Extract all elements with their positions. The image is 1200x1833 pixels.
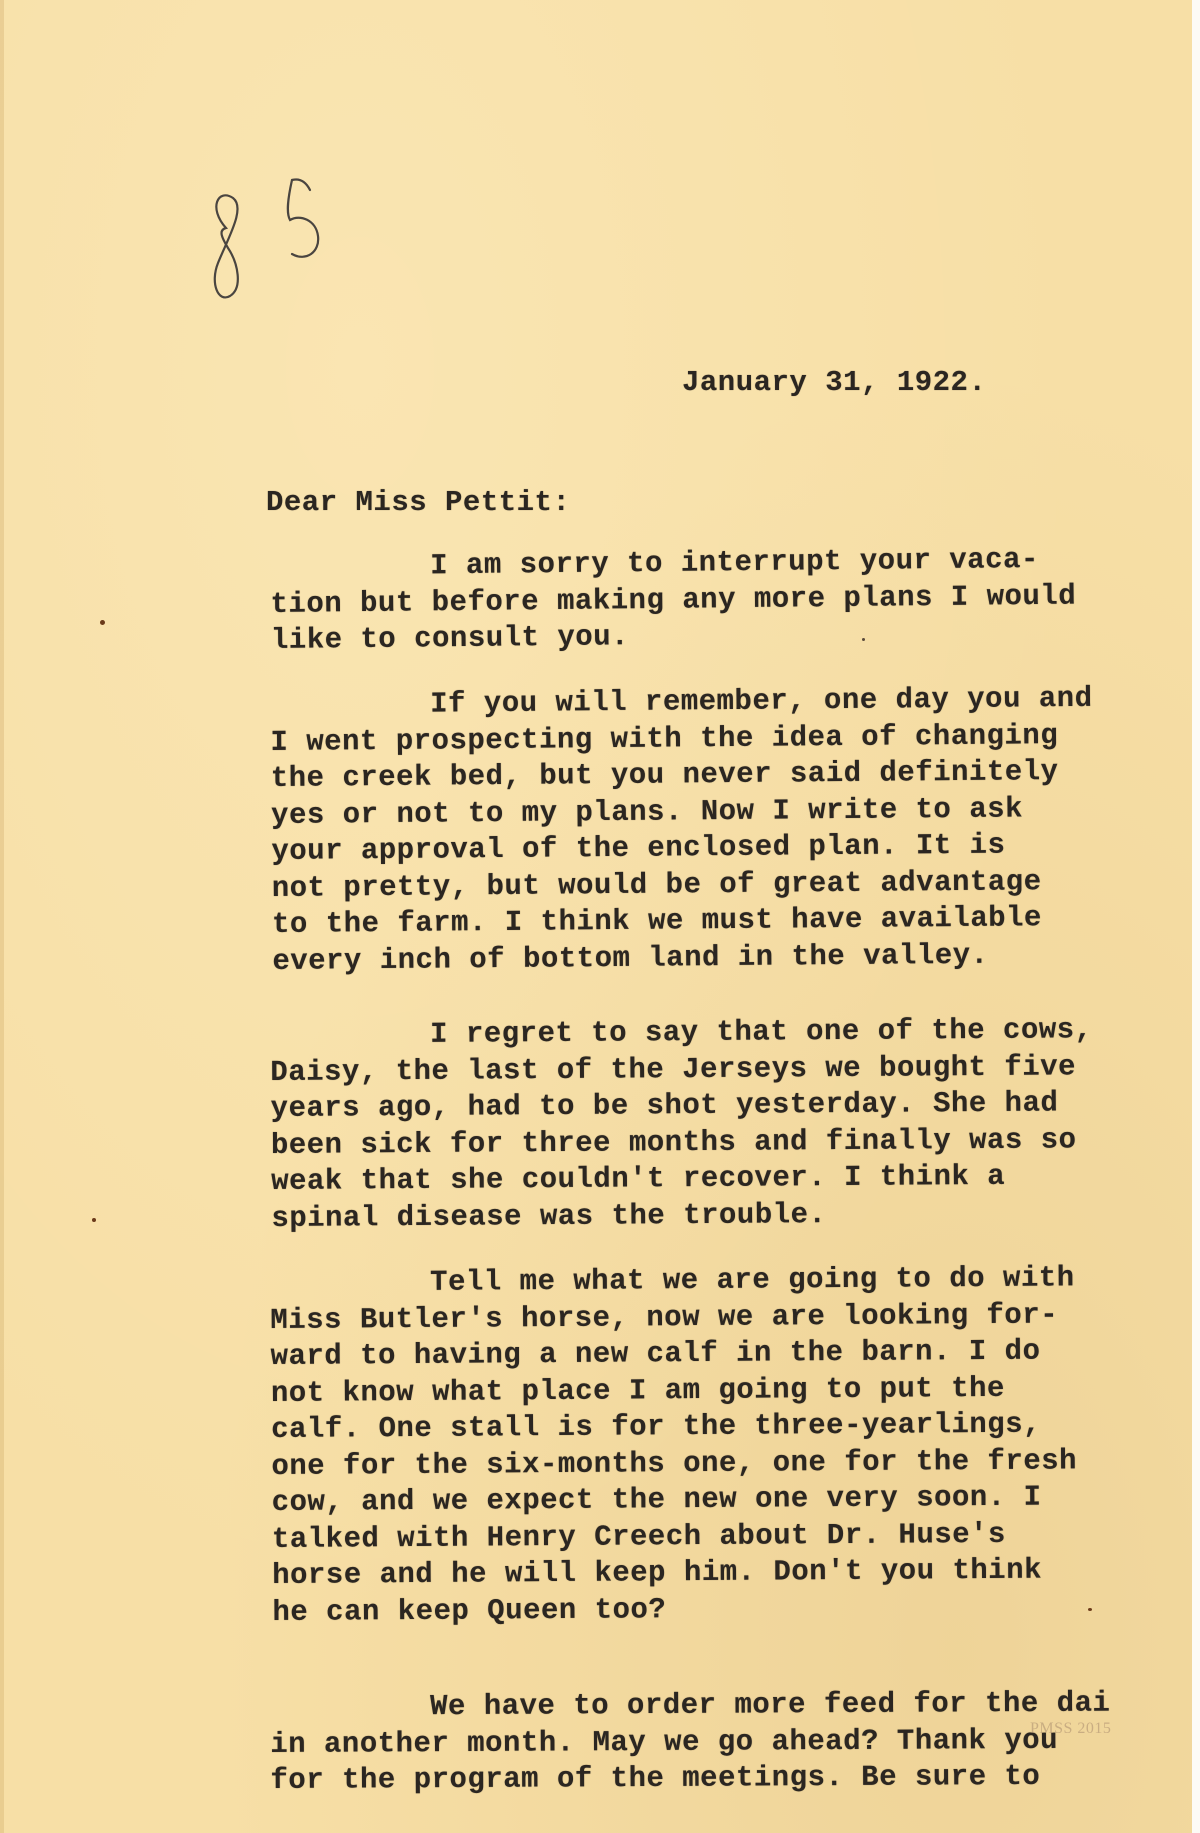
paragraph-line: your approval of the enclosed plan. It is xyxy=(271,828,1006,868)
paragraph-line: talked with Henry Creech about Dr. Huse's xyxy=(271,1517,1007,1556)
paragraph-line: to the farm. I think we must have available xyxy=(271,901,1043,941)
paragraph-line: cow, and we expect the new one very soon. I xyxy=(271,1480,1042,1519)
paragraph-line: Tell me what we are going to do with xyxy=(430,1261,1075,1299)
paragraph-line: I went prospecting with the idea of changing xyxy=(270,718,1059,759)
paragraph-line: We have to order more feed for the dai xyxy=(430,1686,1111,1724)
paragraph-line: been sick for three months and finally was so xyxy=(270,1122,1077,1162)
paragraph-line: weak that she couldn't recover. I think a xyxy=(271,1159,1006,1198)
paragraph-line: If you will remember, one day you and xyxy=(430,681,1093,721)
paragraph-line: one for the six-months one, one for the fresh xyxy=(271,1443,1078,1483)
letter-salutation: Dear Miss Pettit: xyxy=(266,486,571,519)
paper-speck xyxy=(862,638,865,641)
paragraph-line: spinal disease was the trouble. xyxy=(271,1197,827,1235)
archive-watermark: PMSS 2015 xyxy=(1030,1720,1112,1737)
paragraph-line: horse and he will keep him. Don't you think xyxy=(272,1553,1043,1592)
paragraph-line: Miss Butler's horse, now we are looking for- xyxy=(270,1297,1059,1337)
paper-edge-right xyxy=(1192,0,1200,1833)
paragraph-line: like to consult you. xyxy=(270,620,630,657)
paragraph-line: ward to having a new calf in the barn. I do xyxy=(270,1334,1041,1373)
paragraph-line: every inch of bottom land in the valley. xyxy=(272,938,989,978)
paragraph-line: not pretty, but would be of great advantage xyxy=(271,864,1042,905)
paper-speck xyxy=(1088,1608,1092,1611)
paper-speck xyxy=(100,620,105,625)
paragraph-3 xyxy=(270,1012,1192,1237)
paragraph-line: years ago, had to be shot yesterday. She had xyxy=(270,1086,1059,1125)
paragraph-line: for the program of the meetings. Be sure to xyxy=(270,1759,1041,1797)
paragraph-line: calf. One stall is for the three-yearlings, xyxy=(271,1407,1042,1446)
paragraph-line: tion but before making any more plans I would xyxy=(270,579,1077,621)
paragraph-line: Daisy, the last of the Jerseys we bought five xyxy=(270,1049,1077,1089)
paragraph-line: he can keep Queen too? xyxy=(272,1592,667,1629)
paragraph-1 xyxy=(270,540,1191,659)
paper-edge-left xyxy=(0,0,4,1833)
paragraph-line: I regret to say that one of the cows, xyxy=(430,1013,1093,1051)
handwritten-number-85 xyxy=(188,168,348,318)
paragraph-4 xyxy=(270,1260,1193,1631)
paragraph-2 xyxy=(270,680,1193,980)
letter-date: January 31, 1922. xyxy=(682,366,987,399)
paper-speck xyxy=(92,1218,96,1222)
paragraph-line: the creek bed, but you never said definitely xyxy=(270,755,1059,795)
paragraph-line: not know what place I am going to put the xyxy=(270,1371,1006,1410)
paragraph-line: yes or not to my plans. Now I write to ask xyxy=(270,791,1024,832)
paragraph-5 xyxy=(270,1685,1191,1799)
paragraph-line: in another month. May we go ahead? Thank you xyxy=(270,1723,1059,1761)
paragraph-line: I am sorry to interrupt your vaca- xyxy=(430,542,1040,583)
